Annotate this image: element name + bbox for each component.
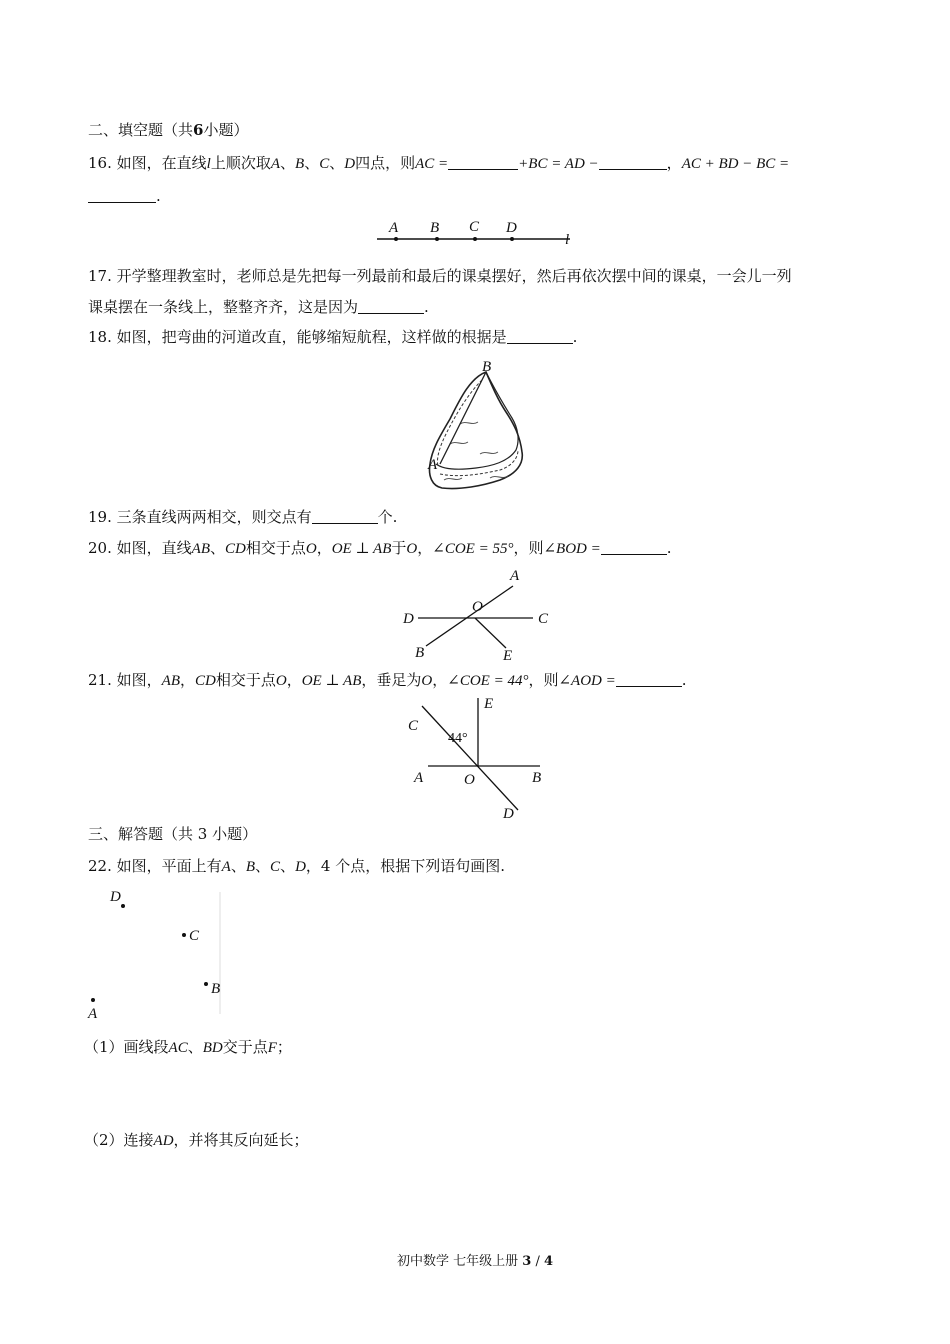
- section-3-title: 三、解答题（共 3 小题）: [88, 825, 258, 843]
- fig22-label-c: C: [189, 928, 200, 944]
- fig21-angle-label: 44°: [448, 731, 468, 746]
- answer-blank-20[interactable]: [601, 540, 667, 555]
- question-17: 17. 开学整理教室时，老师总是先把每一列最前和最后的课桌摆好，然后再依次摆中间的课桌，一会儿一列: [88, 267, 792, 285]
- figure-21-lines: [400, 694, 560, 824]
- fig21-label-c: C: [408, 718, 419, 734]
- question-19: 19. 三条直线两两相交，则交点有 个.: [88, 508, 398, 526]
- fig20-label-o: O: [472, 599, 483, 615]
- fig20-label-c: C: [538, 611, 549, 627]
- answer-blank-19[interactable]: [312, 509, 378, 524]
- fig20-label-d: D: [403, 611, 414, 627]
- figure-20-lines: [398, 566, 558, 666]
- figure-16-line: [375, 214, 585, 250]
- answer-blank-17[interactable]: [358, 299, 424, 314]
- fig20-label-e: E: [503, 648, 513, 664]
- fig22-label-d: D: [110, 889, 121, 905]
- page-footer: 初中数学 七年级上册 3 / 4: [396, 1254, 554, 1269]
- fig16-label-d: D: [506, 220, 517, 236]
- fig21-label-b: B: [532, 770, 542, 786]
- fig21-label-e: E: [484, 696, 494, 712]
- question-22: 22. 如图，平面上有A、B、C、D，4 个点，根据下列语句画图.: [88, 857, 505, 875]
- question-16: 16. 如图，在直线l上顺次取A、B、C、D四点，则AC = +BC = AD − ，AC + BD − BC =: [88, 154, 790, 172]
- fig21-label-o: O: [464, 772, 475, 788]
- fig18-label-b: B: [482, 359, 492, 375]
- fig16-label-c: C: [469, 219, 480, 235]
- question-16-cont: .: [88, 186, 161, 206]
- answer-blank-16b[interactable]: [599, 155, 667, 170]
- fig16-label-l: l: [565, 232, 570, 248]
- fig21-label-a: A: [414, 770, 424, 786]
- answer-blank-16c[interactable]: [88, 188, 156, 203]
- answer-blank-16a[interactable]: [448, 155, 518, 170]
- fig21-label-d: D: [503, 806, 514, 822]
- question-20: 20. 如图，直线AB、CD相交于点O，OE ⊥ AB于O，∠COE = 55°，则∠BOD = .: [88, 539, 672, 557]
- fig16-label-a: A: [389, 220, 399, 236]
- fig20-label-b: B: [415, 645, 425, 661]
- figure-22-points: [85, 884, 230, 1024]
- question-22-part-2: （2）连接AD，并将其反向延长；: [84, 1131, 309, 1149]
- question-18: 18. 如图，把弯曲的河道改直，能够缩短航程，这样做的根据是 .: [88, 328, 578, 346]
- answer-blank-21[interactable]: [616, 672, 682, 687]
- fig18-label-a: A: [428, 457, 438, 473]
- fig20-label-a: A: [510, 568, 520, 584]
- question-17-cont: 课桌摆在一条线上，整整齐齐，这是因为 .: [88, 298, 429, 316]
- fig22-label-b: B: [211, 981, 221, 997]
- figure-18-river: [420, 354, 530, 494]
- fig16-label-b: B: [430, 220, 440, 236]
- fig22-label-a: A: [88, 1006, 98, 1022]
- section-2-title: 二、填空题（共6小题）: [88, 121, 249, 139]
- answer-blank-18[interactable]: [507, 329, 573, 344]
- question-21: 21. 如图，AB，CD相交于点O，OE ⊥ AB，垂足为O，∠COE = 44°，则∠AOD = .: [88, 671, 687, 689]
- question-22-part-1: （1）画线段AC、BD交于点F；: [84, 1038, 292, 1056]
